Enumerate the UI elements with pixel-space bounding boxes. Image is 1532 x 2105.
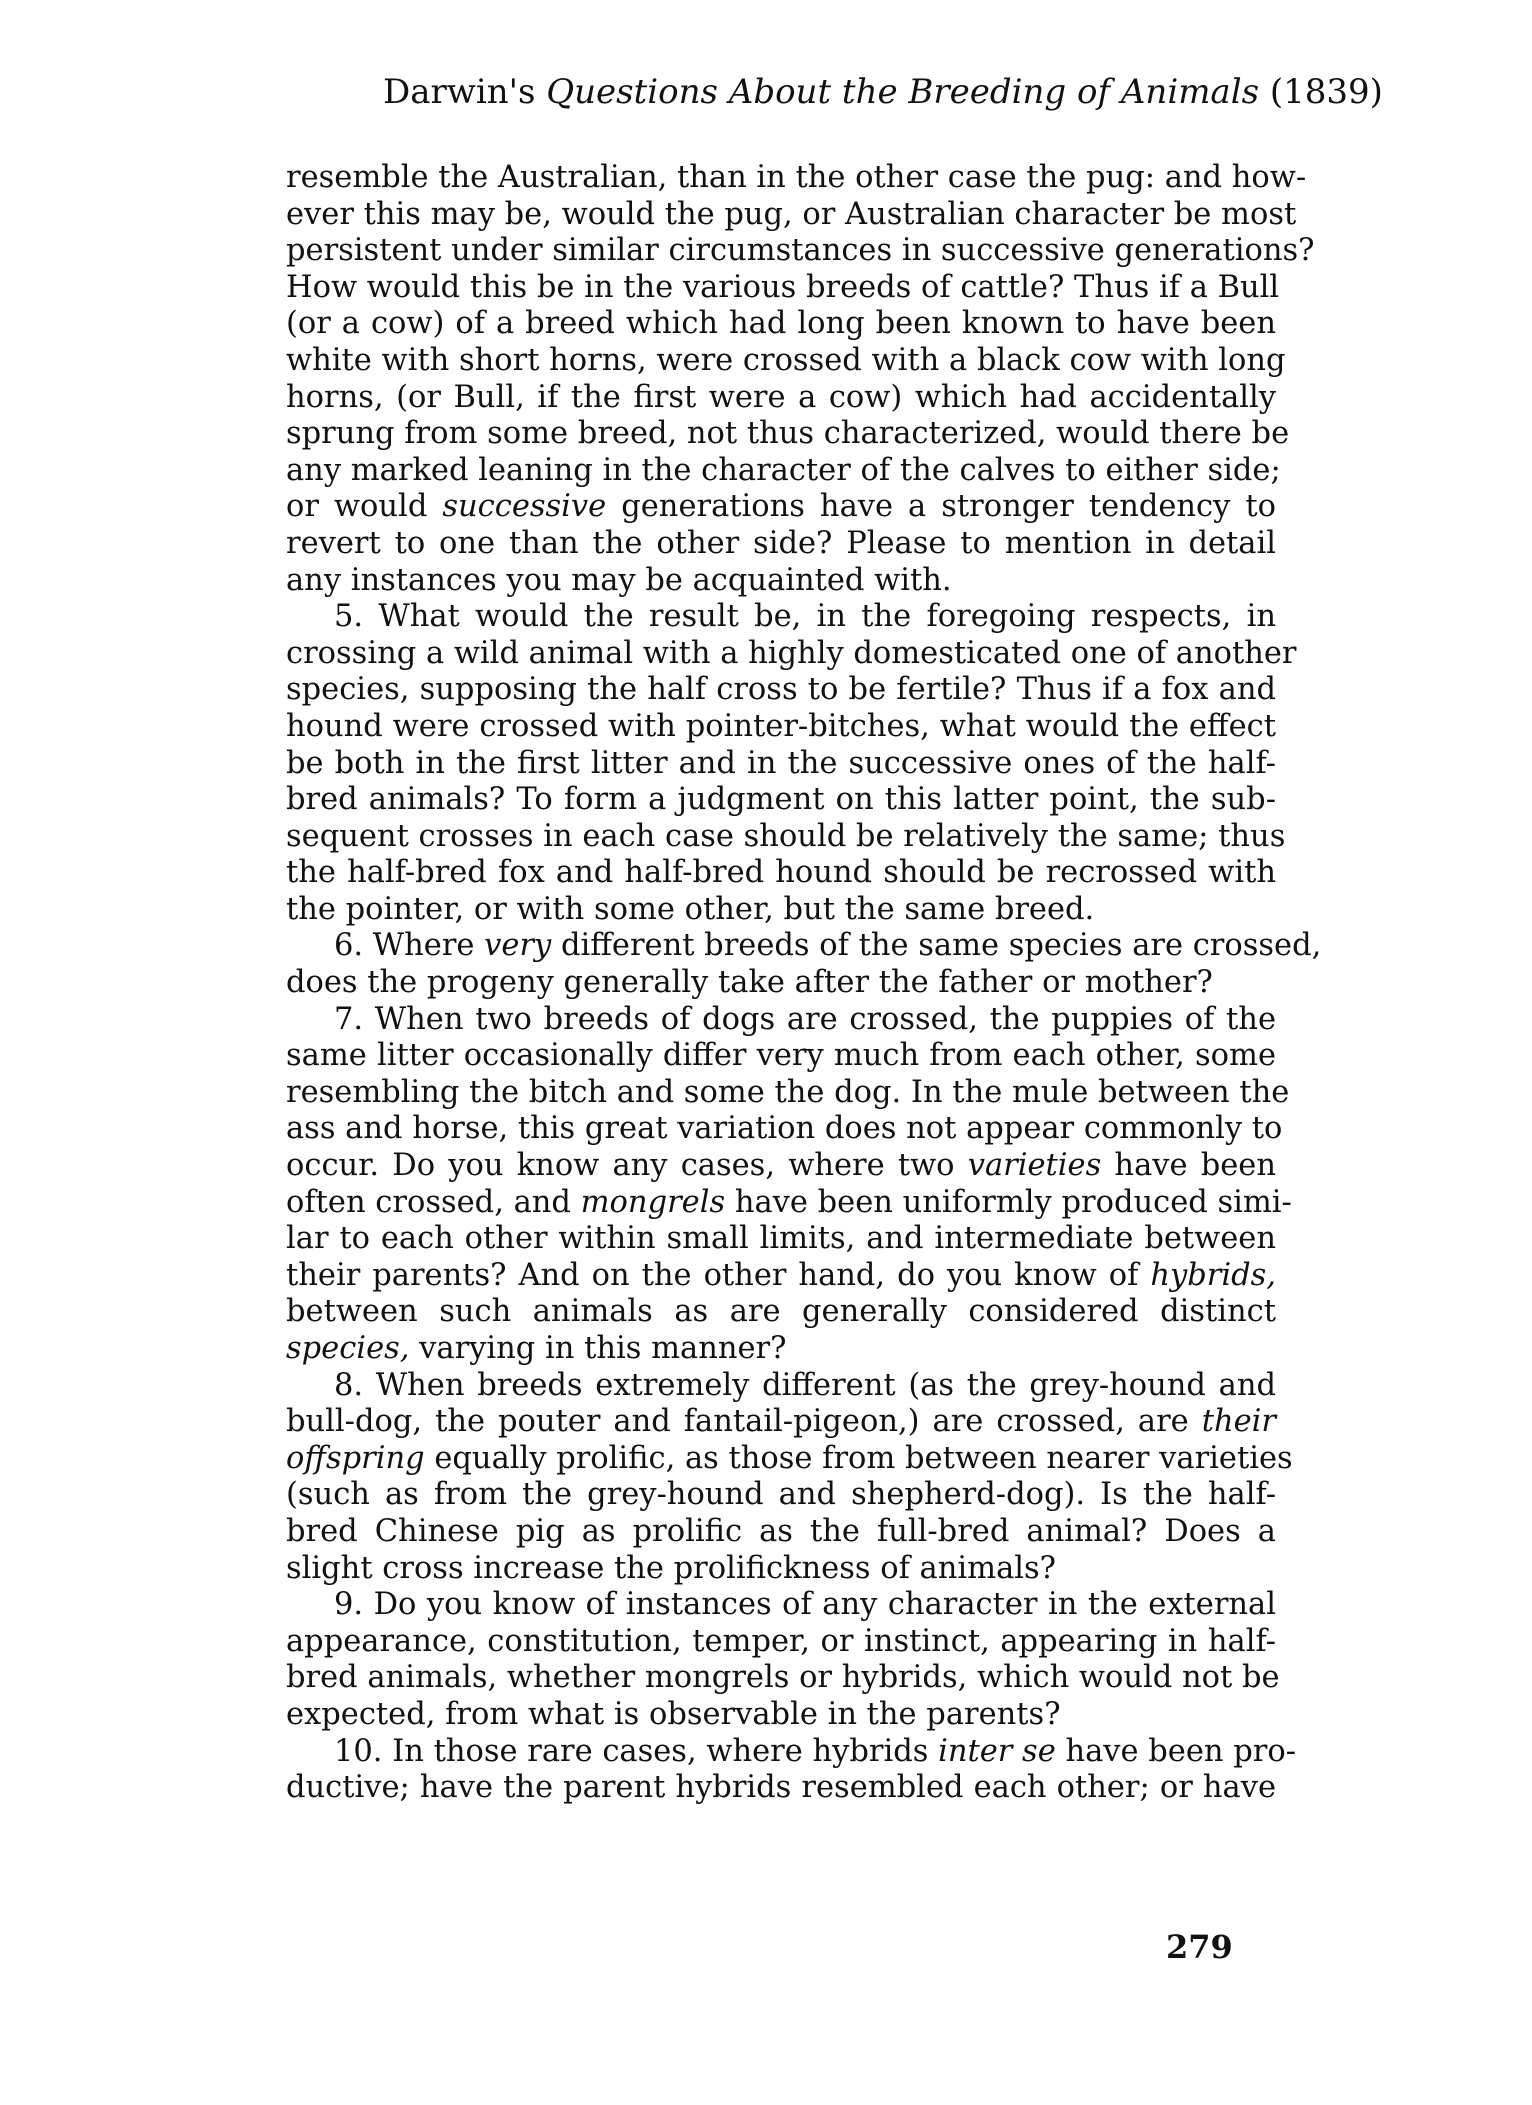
text-line xyxy=(286,1038,1276,1075)
text-run: ass and horse, this great variation does not appear commonly to xyxy=(286,1111,1283,1147)
text-run: have been xyxy=(1101,1148,1276,1184)
text-run: sprung from some breed, not thus characterized, would there be xyxy=(286,416,1290,452)
text-run: crossing a wild animal with a highly domesticated one of another xyxy=(286,635,1297,671)
text-run: lar to each other within small limits, and intermediate between xyxy=(286,1221,1276,1257)
text-line xyxy=(286,782,1276,819)
text-line xyxy=(286,709,1276,746)
text-run: revert to one than the other side? Please to mention in detail xyxy=(286,525,1276,561)
text-run: occur. Do you know any cases, where two xyxy=(286,1148,968,1184)
text-line xyxy=(286,489,1276,526)
text-run: sequent crosses in each case should be relatively the same; thus xyxy=(286,818,1286,854)
italic-text: successive xyxy=(442,489,607,525)
text-run: bred animals, whether mongrels or hybrids, which would not be xyxy=(286,1660,1280,1696)
text-run: between such animals as are generally considered distinct xyxy=(286,1294,1276,1330)
text-line xyxy=(286,1770,1276,1807)
text-line xyxy=(286,1733,1296,1771)
text-line xyxy=(286,1294,1276,1331)
text-line xyxy=(286,1221,1276,1258)
text-line xyxy=(286,1697,1276,1734)
text-run: ductive; have the parent hybrids resembled each other; or have xyxy=(286,1770,1276,1806)
text-run: 9. Do you know of instances of any character in the external xyxy=(334,1587,1276,1623)
text-run: 5. What would the result be, in the foregoing respects, in xyxy=(334,599,1276,635)
text-run: 7. When two breeds of dogs are crossed, the puppies of the xyxy=(334,1001,1276,1037)
text-line xyxy=(286,526,1276,563)
text-line xyxy=(286,746,1276,783)
text-run: species, supposing the half cross to be fertile? Thus if a fox and xyxy=(286,672,1276,708)
text-run: bred animals? To form a judgment on this latter point, the sub- xyxy=(286,782,1276,818)
text-line xyxy=(286,306,1276,343)
text-line xyxy=(286,342,1286,380)
text-run: 8. When breeds extremely different (as the grey-hound and xyxy=(334,1367,1276,1403)
text-run: their parents? And on the other hand, do you know of xyxy=(286,1257,1151,1293)
running-head-year: (1839) xyxy=(1259,72,1383,112)
running-head xyxy=(383,72,1383,112)
text-line xyxy=(286,928,1322,965)
text-line xyxy=(286,635,1297,673)
text-line xyxy=(286,1074,1290,1112)
text-line xyxy=(286,599,1276,636)
text-run: bred Chinese pig as prolific as the full-bred animal? Does a xyxy=(286,1513,1276,1549)
text-line xyxy=(286,1002,1276,1039)
text-line xyxy=(286,1111,1283,1148)
text-line xyxy=(286,1587,1276,1624)
text-line xyxy=(286,196,1297,234)
text-line xyxy=(286,269,1280,307)
text-line xyxy=(286,855,1276,892)
text-line xyxy=(286,1404,1276,1441)
text-run: 10. In those rare cases, where hybrids xyxy=(334,1733,939,1769)
text-line xyxy=(286,1184,1292,1222)
text-run: different breeds of the same species are crossed, xyxy=(551,928,1322,964)
text-run: have been pro- xyxy=(1055,1733,1296,1769)
italic-text: very xyxy=(484,928,552,964)
text-run: does the progeny generally take after the father or mother? xyxy=(286,965,1213,1001)
text-line xyxy=(286,1258,1276,1295)
text-line xyxy=(286,380,1276,417)
text-line xyxy=(286,563,1276,600)
text-run: any marked leaning in the character of the calves to either side; xyxy=(286,452,1281,488)
text-run: the half-bred fox and half-bred hound should be recrossed with xyxy=(286,855,1276,891)
text-run: or would xyxy=(286,489,443,525)
text-run: equally prolific, as those from between nearer varieties xyxy=(424,1440,1293,1476)
text-run: ever this may be, would the pug, or Australian character be most xyxy=(286,196,1297,232)
text-run: generations have a stronger tendency to xyxy=(606,489,1276,525)
text-line xyxy=(286,892,1276,929)
text-run: (or a cow) of a breed which had long been known to have been xyxy=(286,306,1276,342)
text-run: same litter occasionally differ very much from each other, some xyxy=(286,1038,1276,1074)
text-line xyxy=(286,1440,1293,1478)
text-run: resemble the Australian, than in the other case the pug: and how- xyxy=(286,160,1307,195)
text-line xyxy=(286,160,1307,197)
italic-text: hybrids, xyxy=(1150,1257,1276,1293)
running-head-prefix: Darwin's xyxy=(383,72,547,112)
text-run: be both in the first litter and in the successive ones of the half- xyxy=(286,745,1276,781)
body-text xyxy=(286,160,1322,1807)
page-number: 279 xyxy=(1166,1928,1233,1966)
text-line xyxy=(286,818,1286,856)
text-run: hound were crossed with pointer-bitches, what would the effect xyxy=(286,708,1276,744)
text-line xyxy=(286,1331,1276,1368)
text-run: bull-dog, the pouter and fantail-pigeon,) are crossed, are xyxy=(286,1404,1202,1440)
text-run: How would this be in the various breeds of cattle? Thus if a Bull xyxy=(286,269,1280,305)
text-line xyxy=(286,1660,1280,1697)
text-run: (such as from the grey-hound and shepherd-dog). Is the half- xyxy=(286,1477,1276,1513)
text-run: the pointer, or with some other, but the same breed. xyxy=(286,891,1095,927)
text-line xyxy=(286,1148,1276,1185)
text-run: persistent under similar circumstances in successive generations? xyxy=(286,233,1315,269)
text-run: resembling the bitch and some the dog. In the mule between the xyxy=(286,1074,1290,1110)
running-head-title: Questions About the Breeding of Animals xyxy=(546,72,1260,112)
text-run: horns, (or Bull, if the first were a cow) which had accidentally xyxy=(286,379,1276,415)
text-run: varying in this manner? xyxy=(409,1331,787,1366)
italic-text: mongrels xyxy=(580,1184,726,1220)
text-run: slight cross increase the prolifickness of animals? xyxy=(286,1550,1057,1586)
text-run: have been uniformly produced simi- xyxy=(725,1184,1292,1220)
text-run: white with short horns, were crossed with a black cow with long xyxy=(286,342,1286,378)
text-line xyxy=(286,1477,1276,1514)
italic-text: inter se xyxy=(938,1733,1056,1769)
text-line xyxy=(286,416,1290,453)
italic-text: species, xyxy=(286,1331,410,1366)
text-line xyxy=(286,965,1276,1002)
text-line xyxy=(286,1551,1276,1588)
text-line xyxy=(286,1368,1276,1405)
text-line xyxy=(286,233,1315,270)
text-run: often crossed, and xyxy=(286,1184,581,1220)
text-line xyxy=(286,1624,1276,1661)
text-line xyxy=(286,452,1281,490)
text-line xyxy=(286,672,1276,709)
text-run: appearance, constitution, temper, or instinct, appearing in half- xyxy=(286,1623,1276,1659)
text-run: 6. Where xyxy=(334,928,485,964)
text-line xyxy=(286,1514,1276,1551)
text-run: expected, from what is observable in the parents? xyxy=(286,1696,1061,1732)
text-run: any instances you may be acquainted with. xyxy=(286,562,952,598)
italic-text: varieties xyxy=(967,1148,1102,1184)
italic-text: their xyxy=(1201,1404,1276,1440)
italic-text: offspring xyxy=(286,1440,425,1476)
